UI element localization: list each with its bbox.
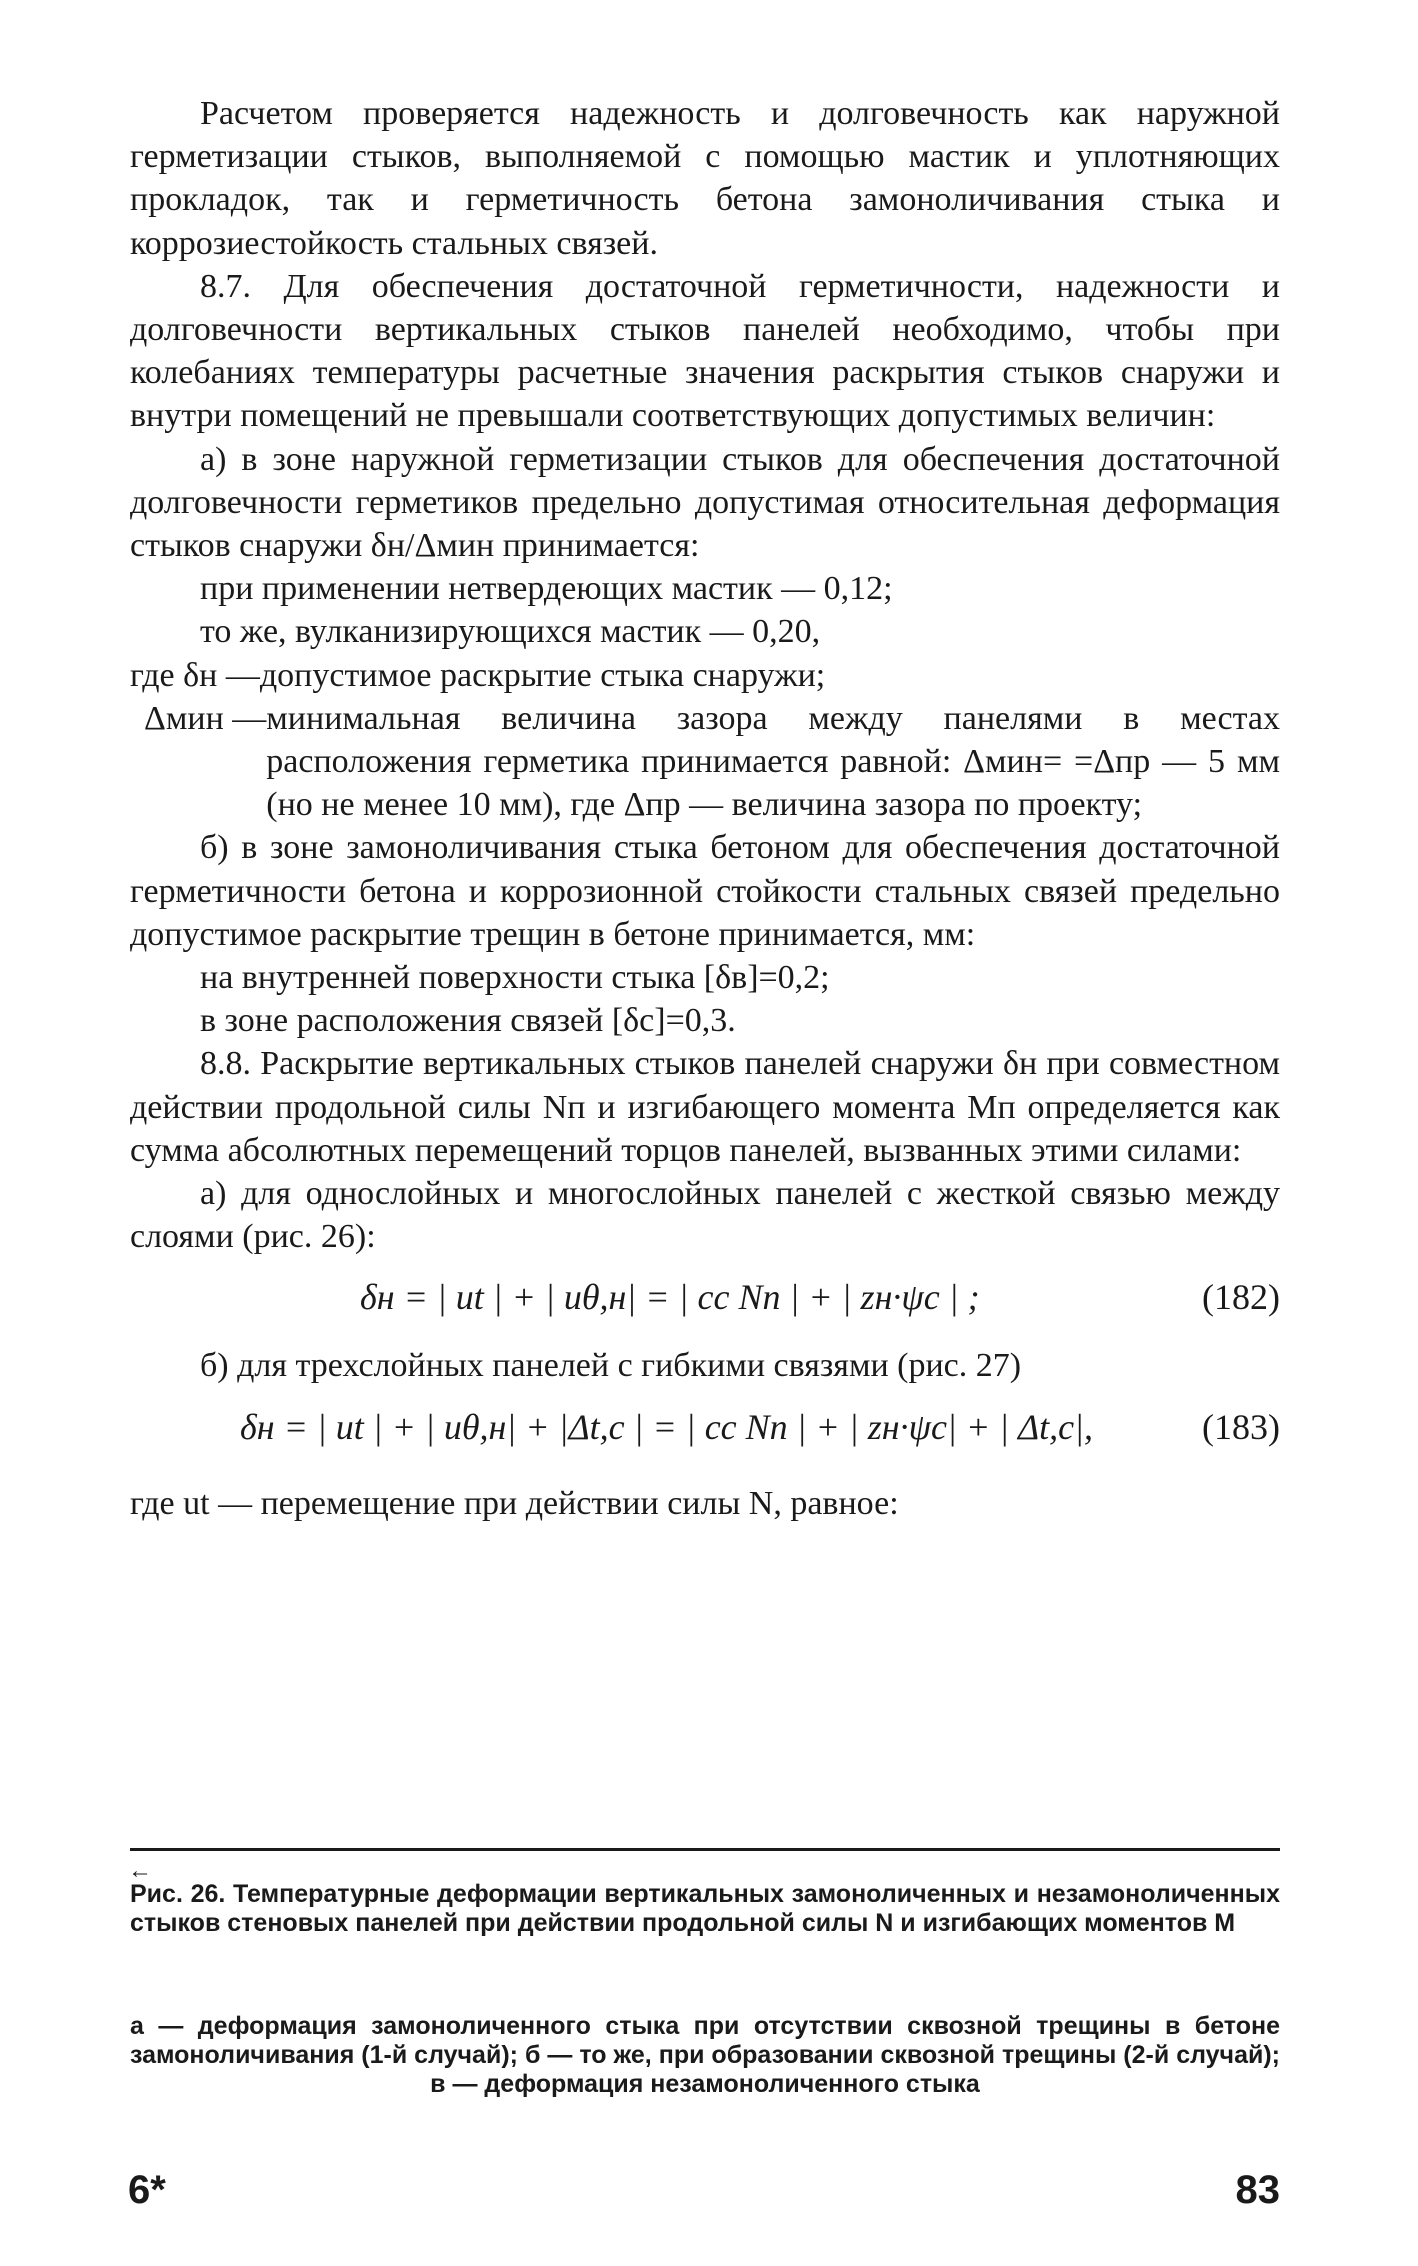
definition-term: где δн —	[130, 656, 260, 694]
definition-body: допустимое раскрытие стыка снаружи;	[259, 656, 826, 694]
arrow-left-icon: ←	[128, 1858, 152, 1884]
formula-number: (182)	[1202, 1277, 1280, 1318]
paragraph-intro: Расчетом проверяется надежность и долговечность как наружной герметизации стыков, выполняемой с помощью мастик и уплотняющих прокладок, так и герметичность бетона замоноличивания стыка и коррозиестойкость стальных связей.	[130, 95, 1280, 262]
line-non-hardening: при применении нетвердеющих мастик — 0,12;	[200, 570, 893, 608]
line-ties-zone: в зоне расположения связей [δс]=0,3.	[200, 1002, 736, 1040]
footnote-divider	[130, 1848, 1280, 1851]
formula-183	[130, 1388, 1280, 1474]
page-body	[130, 92, 1280, 1525]
paragraph-8-7: 8.7. Для обеспечения достаточной герметичности, надежности и долговечности вертикальных стыков панелей необходимо, чтобы при колебаниях температуры расчетные значения раскрытия стыков снаружи и внутри помещений не превышали соответствующих допустимых величин:	[130, 267, 1280, 435]
paragraph-a: а) в зоне наружной герметизации стыков для обеспечения достаточной долговечности герметиков предельно допустимая относительная деформация стыков снаружи δн/Δмин принимается:	[130, 440, 1280, 565]
paragraph-single-layer: а) для однослойных и многослойных панелей с жесткой связью между слоями (рис. 26):	[130, 1175, 1280, 1256]
figure-legend: а — деформация замоноличенного стыка при отсутствии сквозной трещины в бетоне замоноличивания (1-й случай); б — то же, при образовании сквозной трещины (2-й случай); в — деформация незамоноличенного стыка	[130, 2012, 1280, 2098]
paragraph-where-ut: где ut — перемещение при действии силы N, равное:	[130, 1484, 899, 1522]
paragraph-8-8: 8.8. Раскрытие вертикальных стыков панелей снаружи δн при совместном действии продольной силы Nп и изгибающего момента Мп определяется как сумма абсолютных перемещений торцов панелей, вызванных этими силами:	[130, 1045, 1280, 1169]
definition-term: Δмин —	[144, 699, 267, 737]
paragraph-three-layer: б) для трехслойных панелей с гибкими связями (рис. 27)	[200, 1347, 1022, 1385]
figure-caption: Рис. 26. Температурные деформации вертикальных замоноличенных и незамоноличенных стыков стеновых панелей при действии продольной силы N и изгибающих моментов М	[130, 1880, 1280, 1937]
paragraph-b: б) в зоне замоноличивания стыка бетоном для обеспечения достаточной герметичности бетона и коррозионной стойкости стальных связей предельно допустимое раскрытие трещин в бетоне принимается, мм:	[130, 829, 1280, 953]
formula-182	[130, 1258, 1280, 1344]
line-inner-surface: на внутренней поверхности стыка [δв]=0,2;	[200, 959, 830, 997]
formula-number: (183)	[1202, 1406, 1280, 1447]
formula-expression: δн = | ut | + | uθ,н| + |Δt,c | = | cс Nп | + | zн·ψс| + | Δt,c|,	[240, 1406, 1094, 1447]
definition-delta-min	[144, 697, 1280, 827]
definition-body: минимальная величина зазора между панелями в местах расположения герметика принимается равной: Δмин= =Δпр — 5 мм (но не менее 10 мм), где Δпр — величина зазора по проекту;	[266, 699, 1280, 824]
page-number: 83	[1235, 2168, 1280, 2212]
line-vulcanizing: то же, вулканизирующихся мастик — 0,20,	[200, 613, 821, 651]
definition-delta-n	[130, 654, 1280, 697]
formula-expression: δн = | ut | + | uθ,н| = | cс Nп | + | zн·ψс | ;	[360, 1277, 980, 1318]
signature-mark: 6*	[128, 2168, 166, 2212]
